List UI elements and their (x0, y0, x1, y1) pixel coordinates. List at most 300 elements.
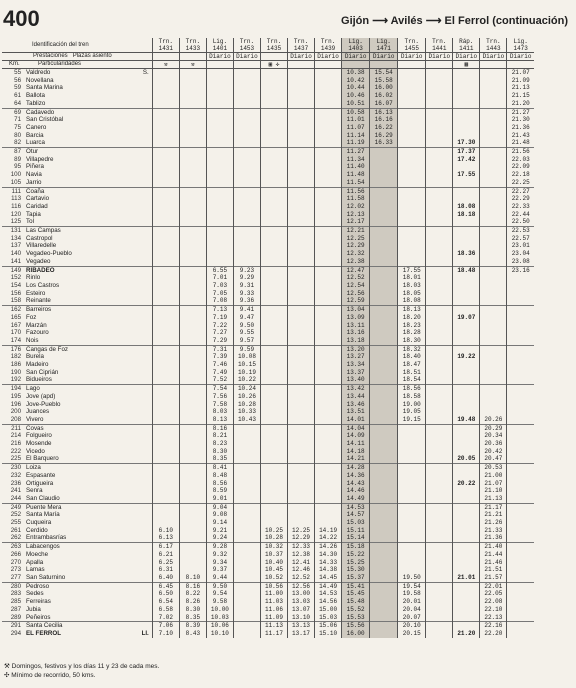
time-cell: 18.40 (398, 353, 426, 361)
time-cell (206, 187, 233, 195)
time-cell (426, 598, 453, 606)
time-cell: 22.09 (507, 163, 534, 171)
time-cell (288, 495, 315, 503)
time-cell: 21.51 (480, 566, 507, 574)
time-cell (453, 495, 480, 503)
time-cell: 16.00 (342, 630, 370, 638)
time-cell (370, 408, 398, 416)
station-name (24, 258, 152, 266)
time-cell (507, 566, 534, 574)
particularidades-text: Particularidades (38, 61, 82, 67)
time-cell (370, 266, 398, 274)
time-cell: 9.32 (206, 551, 233, 559)
table-row (2, 606, 534, 614)
time-cell (315, 329, 342, 337)
train-type: Trn. (315, 38, 342, 45)
time-cell (233, 179, 260, 187)
time-cell (288, 314, 315, 322)
time-cell (288, 345, 315, 353)
time-cell: 12.25 (288, 527, 315, 535)
time-cell (288, 297, 315, 305)
timetable-body (2, 69, 534, 638)
time-cell: 9.28 (206, 543, 233, 551)
time-cell: 8.10 (179, 574, 206, 582)
time-cell (453, 345, 480, 353)
time-cell (288, 290, 315, 298)
time-cell (453, 393, 480, 401)
station-name (24, 440, 152, 448)
time-cell (398, 92, 426, 100)
time-cell: 18.32 (398, 345, 426, 353)
time-cell: 21.48 (507, 139, 534, 147)
time-cell (480, 163, 507, 171)
km-cell: 225 (10, 455, 22, 463)
time-cell (179, 551, 206, 559)
time-cell: 18.47 (398, 361, 426, 369)
time-cell (453, 108, 480, 116)
time-cell (179, 432, 206, 440)
time-cell (370, 606, 398, 614)
km-cell: 200 (10, 408, 22, 416)
km-cell: 283 (10, 590, 22, 598)
time-cell (480, 258, 507, 266)
station-name-text: Sedes (26, 590, 44, 598)
km-cell: 134 (10, 234, 22, 242)
time-cell (315, 376, 342, 384)
train-particularidades: ▣ ✣ (260, 61, 287, 69)
time-cell (233, 480, 260, 488)
time-cell (233, 69, 260, 77)
time-cell: 16.02 (370, 92, 398, 100)
time-cell: 10.42 (342, 77, 370, 85)
time-cell (179, 258, 206, 266)
km-cell: 59 (14, 84, 22, 92)
station-name (24, 559, 152, 567)
km-cell: 230 (2, 464, 24, 472)
time-cell (315, 250, 342, 258)
time-cell (480, 100, 507, 108)
time-cell (453, 369, 480, 377)
time-cell (315, 480, 342, 488)
time-cell: 6.25 (152, 559, 179, 567)
time-cell: 10.19 (233, 369, 260, 377)
station-name (24, 282, 152, 290)
station-name-text: Las Campas (26, 227, 61, 235)
table-row (2, 361, 534, 369)
prestaciones-label (2, 53, 152, 61)
km-cell: 152 (10, 274, 22, 282)
train-number: 1431 (152, 45, 179, 53)
time-cell (370, 345, 398, 353)
time-cell: 15.53 (342, 614, 370, 622)
time-cell (370, 290, 398, 298)
time-cell: 14.28 (342, 464, 370, 472)
time-cell (315, 455, 342, 463)
time-cell: 7.27 (206, 329, 233, 337)
time-cell (480, 148, 507, 156)
time-cell (315, 203, 342, 211)
station-name (24, 551, 152, 559)
time-cell (152, 322, 179, 330)
table-row (2, 242, 534, 250)
km-cell: 61 (14, 92, 22, 100)
time-cell (288, 282, 315, 290)
time-cell: 19.50 (398, 574, 426, 582)
time-cell (288, 361, 315, 369)
train-plazas (152, 53, 179, 61)
time-cell (453, 69, 480, 77)
time-cell (315, 156, 342, 164)
time-cell: 18.56 (398, 385, 426, 393)
time-cell (179, 448, 206, 456)
table-row (2, 393, 534, 401)
time-cell (179, 69, 206, 77)
time-cell: 10.03 (206, 614, 233, 622)
time-cell (233, 566, 260, 574)
time-cell (260, 369, 287, 377)
time-cell (370, 519, 398, 527)
km-cell: 64 (14, 99, 22, 107)
time-cell (206, 139, 233, 147)
time-cell (206, 132, 233, 140)
time-cell (152, 211, 179, 219)
time-cell (426, 218, 453, 226)
time-cell (480, 353, 507, 361)
time-cell: 8.21 (206, 432, 233, 440)
time-cell (179, 227, 206, 235)
station-name (24, 171, 152, 179)
time-cell (233, 235, 260, 243)
time-cell: 22.03 (507, 156, 534, 164)
station-name-text: Rinlo (26, 274, 41, 282)
time-cell: 22.13 (480, 614, 507, 622)
time-cell (453, 337, 480, 345)
km-cell: 222 (10, 447, 22, 455)
time-cell (453, 614, 480, 622)
time-cell (453, 376, 480, 384)
time-cell (260, 242, 287, 250)
station-name-text: Luarca (26, 139, 45, 147)
time-cell: 20.01 (398, 598, 426, 606)
time-cell (260, 306, 287, 314)
time-cell (315, 322, 342, 330)
time-cell (260, 156, 287, 164)
time-cell: 21.01 (453, 574, 480, 582)
time-cell (260, 227, 287, 235)
time-cell (480, 124, 507, 132)
station-name-text: Cuqueira (26, 519, 52, 527)
time-cell: 14.09 (342, 432, 370, 440)
time-cell (260, 92, 287, 100)
time-cell (370, 424, 398, 432)
station-name-text: Barreiros (26, 306, 52, 314)
time-cell: 22.33 (507, 203, 534, 211)
station-name-text: Santa María (26, 511, 60, 519)
time-cell (453, 290, 480, 298)
time-cell (260, 495, 287, 503)
time-cell (398, 566, 426, 574)
table-row (2, 487, 534, 495)
time-cell (426, 211, 453, 219)
time-cell: 9.33 (233, 290, 260, 298)
time-cell: 10.22 (233, 376, 260, 384)
time-cell (398, 480, 426, 488)
time-cell (453, 566, 480, 574)
time-cell (480, 218, 507, 226)
time-cell (179, 163, 206, 171)
time-cell (426, 337, 453, 345)
time-cell: 12.29 (288, 534, 315, 542)
time-cell (398, 203, 426, 211)
time-cell: 6.55 (206, 266, 233, 274)
time-cell (426, 574, 453, 582)
time-cell (370, 551, 398, 559)
train-number: 1473 (507, 45, 534, 53)
train-particularidades (342, 61, 370, 69)
time-cell (453, 606, 480, 614)
time-cell (260, 314, 287, 322)
time-cell (179, 218, 206, 226)
time-cell (233, 487, 260, 495)
km-cell: 111 (2, 187, 24, 195)
time-cell: 8.35 (206, 455, 233, 463)
time-cell: 22.16 (480, 622, 507, 630)
station-name (24, 424, 152, 432)
time-cell (315, 440, 342, 448)
time-cell (398, 242, 426, 250)
time-cell (179, 306, 206, 314)
station-name (24, 116, 152, 124)
station-name-text: San Cristóbal (26, 116, 64, 124)
time-cell: 21.00 (480, 472, 507, 480)
time-cell: 11.58 (342, 195, 370, 203)
time-cell (152, 108, 179, 116)
time-cell (179, 527, 206, 535)
time-cell: 14.04 (342, 424, 370, 432)
station-name (24, 108, 152, 116)
time-cell: 14.49 (315, 582, 342, 590)
time-cell: 21.20 (507, 100, 534, 108)
time-cell (453, 242, 480, 250)
time-cell (152, 69, 179, 77)
time-cell (260, 393, 287, 401)
time-cell (315, 519, 342, 527)
station-name (24, 235, 152, 243)
time-cell (370, 163, 398, 171)
time-cell (453, 306, 480, 314)
time-cell (426, 282, 453, 290)
time-cell (507, 282, 534, 290)
time-cell: 18.36 (453, 250, 480, 258)
train-particularidades (507, 61, 534, 69)
time-cell: 23.16 (507, 266, 534, 274)
time-cell: 15.52 (342, 606, 370, 614)
time-cell (426, 369, 453, 377)
time-cell (315, 132, 342, 140)
time-cell (260, 148, 287, 156)
time-cell (288, 258, 315, 266)
time-cell (398, 77, 426, 85)
time-cell (288, 401, 315, 409)
time-cell: 21.13 (507, 84, 534, 92)
time-cell (315, 369, 342, 377)
time-cell (179, 314, 206, 322)
time-cell (480, 171, 507, 179)
train-type: Trn. (260, 38, 287, 45)
time-cell (260, 274, 287, 282)
time-cell (179, 156, 206, 164)
time-cell: 10.58 (342, 108, 370, 116)
time-cell: 11.17 (260, 630, 287, 638)
time-cell (179, 559, 206, 567)
time-cell: 15.41 (342, 582, 370, 590)
time-cell: 14.38 (315, 566, 342, 574)
time-cell (288, 92, 315, 100)
time-cell: 8.35 (179, 614, 206, 622)
km-cell: 100 (10, 171, 22, 179)
time-cell (288, 440, 315, 448)
time-cell (179, 116, 206, 124)
table-row (2, 274, 534, 282)
station-name-text: Marzán (26, 321, 47, 329)
time-cell (426, 84, 453, 92)
time-cell: 15.54 (370, 69, 398, 77)
time-cell: 8.41 (206, 464, 233, 472)
time-cell (426, 606, 453, 614)
time-cell: 9.14 (206, 519, 233, 527)
time-cell: 18.03 (398, 282, 426, 290)
time-cell (453, 448, 480, 456)
time-cell (206, 108, 233, 116)
time-cell: 11.54 (342, 179, 370, 187)
time-cell (288, 195, 315, 203)
time-cell (370, 566, 398, 574)
time-cell (206, 124, 233, 132)
time-cell (507, 274, 534, 282)
time-cell: 13.11 (342, 322, 370, 330)
station-name (24, 598, 152, 606)
time-cell (398, 503, 426, 511)
time-cell (453, 258, 480, 266)
time-cell: 13.20 (342, 345, 370, 353)
time-cell: 20.15 (398, 630, 426, 638)
time-cell: 10.32 (260, 543, 287, 551)
time-cell (233, 511, 260, 519)
time-cell: 15.03 (342, 519, 370, 527)
time-cell (179, 472, 206, 480)
time-cell: 20.26 (480, 416, 507, 424)
km-cell: 87 (2, 148, 24, 156)
time-cell (206, 227, 233, 235)
time-cell (453, 329, 480, 337)
time-cell (233, 432, 260, 440)
time-cell: 7.06 (152, 622, 179, 630)
time-cell (179, 290, 206, 298)
table-row (2, 622, 534, 630)
time-cell (288, 148, 315, 156)
time-cell (260, 250, 287, 258)
train-type: Trn. (152, 38, 179, 45)
time-cell: 21.13 (480, 495, 507, 503)
time-cell (398, 148, 426, 156)
time-cell: 6.54 (152, 598, 179, 606)
time-cell (179, 393, 206, 401)
time-cell (480, 306, 507, 314)
station-name-text: Ballota (26, 92, 45, 100)
km-cell: 211 (2, 424, 24, 432)
time-cell (288, 376, 315, 384)
time-cell (233, 543, 260, 551)
time-cell (152, 84, 179, 92)
time-cell (370, 314, 398, 322)
table-row (2, 203, 534, 211)
time-cell: 21.36 (507, 124, 534, 132)
time-cell (370, 401, 398, 409)
time-cell (426, 69, 453, 77)
footnote: ✣ Mínimo de recorrido, 50 kms. (4, 672, 96, 679)
time-cell (233, 139, 260, 147)
time-cell (426, 448, 453, 456)
time-cell (398, 156, 426, 164)
time-cell (426, 203, 453, 211)
km-cell: 236 (10, 479, 22, 487)
time-cell: 13.07 (288, 606, 315, 614)
time-cell (179, 543, 206, 551)
time-cell (152, 218, 179, 226)
time-cell: 13.37 (342, 369, 370, 377)
time-cell: 20.47 (480, 455, 507, 463)
route-title (341, 14, 568, 27)
station-name (24, 322, 152, 330)
time-cell: 20.34 (480, 432, 507, 440)
time-cell: 12.56 (342, 290, 370, 298)
time-cell: 13.13 (288, 622, 315, 630)
time-cell: 17.42 (453, 156, 480, 164)
table-row (2, 139, 534, 147)
time-cell: 21.07 (507, 69, 534, 77)
time-cell (426, 100, 453, 108)
time-cell: 8.03 (206, 408, 233, 416)
time-cell (507, 416, 534, 424)
km-cell: 190 (10, 368, 22, 376)
time-cell (507, 503, 534, 511)
time-cell: 10.51 (342, 100, 370, 108)
station-name-text: Vivero (26, 415, 44, 423)
table-row (2, 630, 534, 638)
time-cell (453, 322, 480, 330)
table-row (2, 376, 534, 384)
time-cell (426, 376, 453, 384)
time-cell (370, 361, 398, 369)
time-cell (260, 376, 287, 384)
time-cell (233, 211, 260, 219)
time-cell (152, 393, 179, 401)
time-cell: 6.31 (152, 566, 179, 574)
time-cell (315, 503, 342, 511)
time-cell: 21.56 (507, 148, 534, 156)
time-cell (260, 266, 287, 274)
time-cell: 19.05 (398, 408, 426, 416)
station-name-text: Navia (26, 171, 42, 179)
station-name-text: Villapedre (26, 155, 54, 163)
time-cell (453, 361, 480, 369)
time-cell: 22.08 (480, 598, 507, 606)
time-cell: 9.21 (206, 527, 233, 535)
station-name (24, 314, 152, 322)
station-name (24, 345, 152, 353)
time-cell (206, 258, 233, 266)
time-cell (233, 124, 260, 132)
